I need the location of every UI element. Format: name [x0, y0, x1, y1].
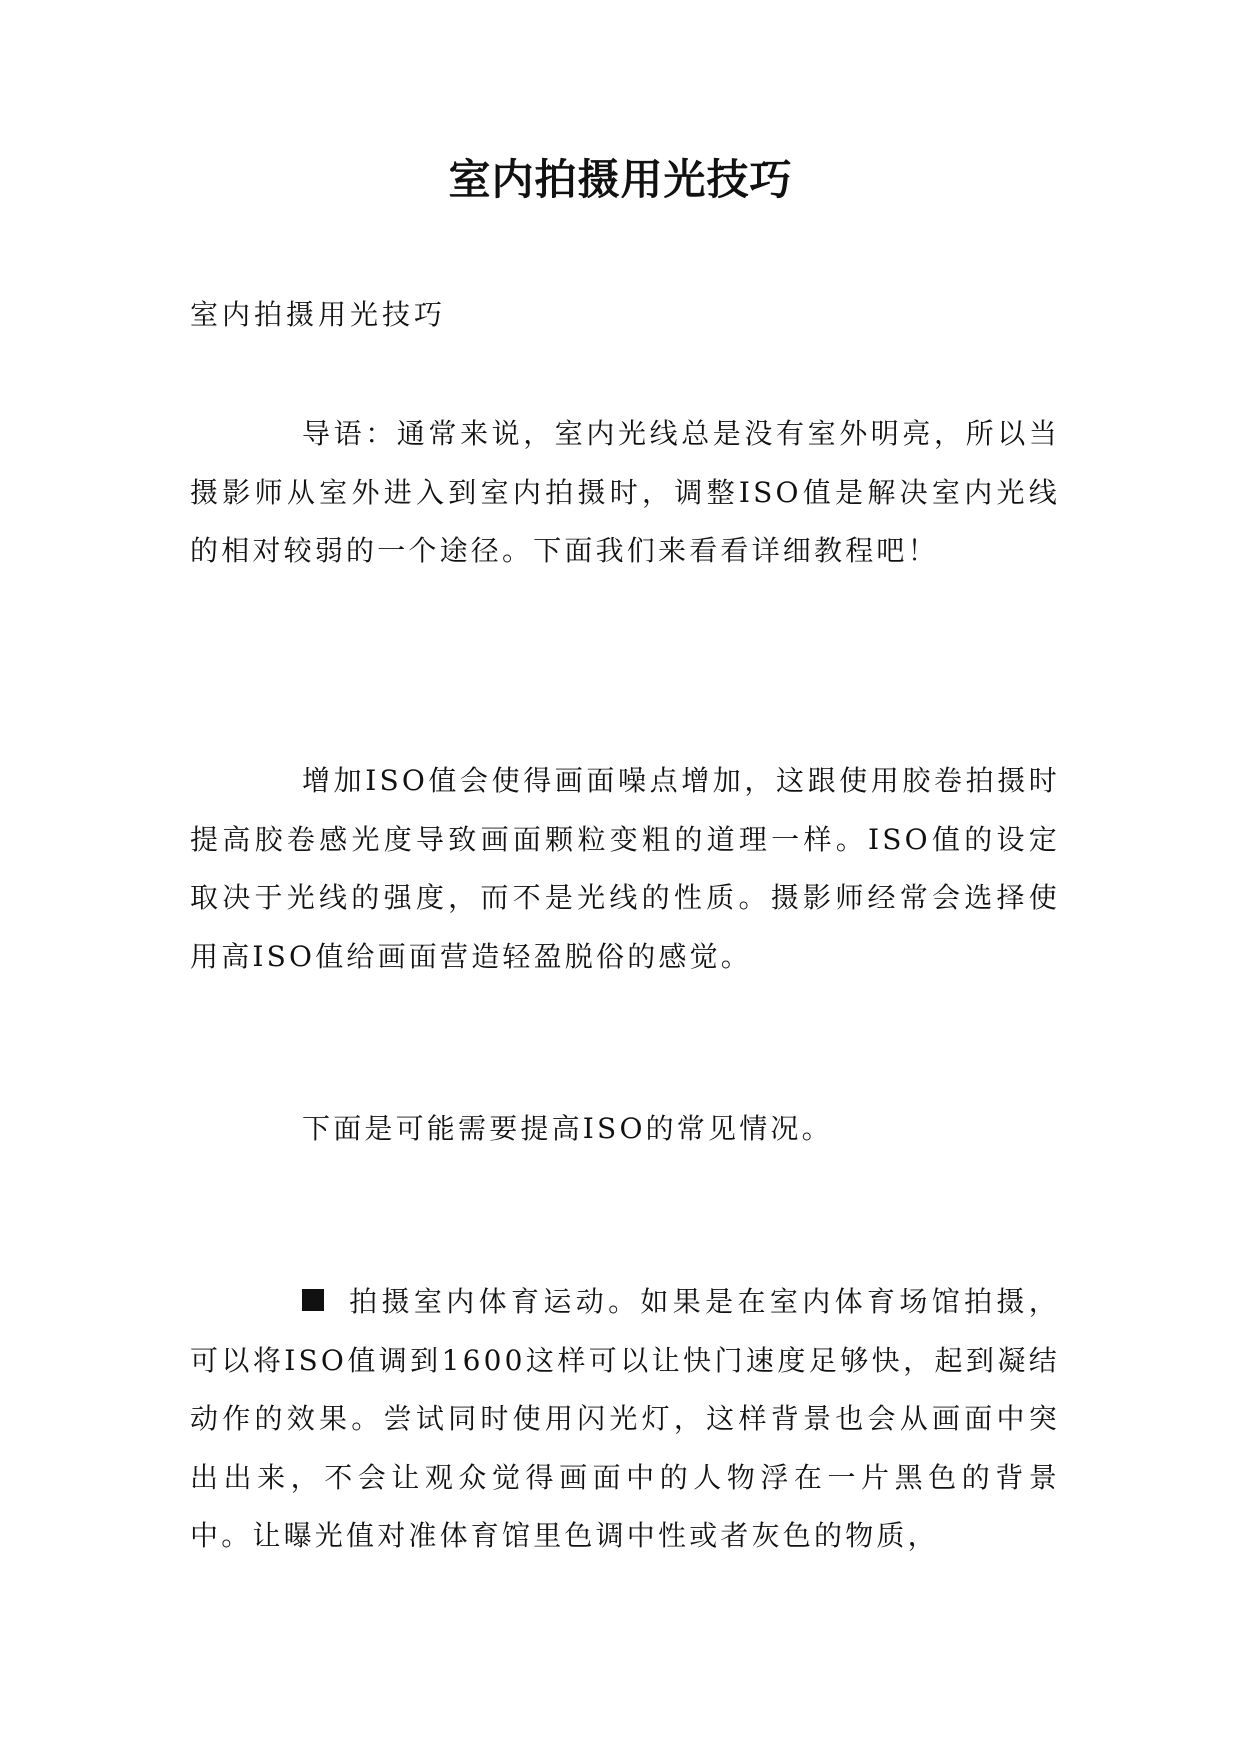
square-bullet-icon	[302, 1289, 324, 1311]
paragraph-indoor-sports	[190, 1273, 1060, 1566]
document-title: 室内拍摄用光技巧	[448, 155, 793, 204]
paragraph-iso-noise: 增加ISO值会使得画面噪点增加，这跟使用胶卷拍摄时提高胶卷感光度导致画面颗粒变粗的道理一样。ISO值的设定取决于光线的强度，而不是光线的性质。摄影师经常会选择使用高ISO值给画面营造轻盈脱俗的感觉。	[190, 764, 1060, 973]
paragraph-intro: 导语：通常来说，室内光线总是没有室外明亮，所以当摄影师从室外进入到室内拍摄时，调整ISO值是解决室内光线的相对较弱的一个途径。下面我们来看看详细教程吧！	[190, 417, 1060, 567]
paragraph-indoor-sports-text: 拍摄室内体育运动。如果是在室内体育场馆拍摄，可以将ISO值调到1600这样可以让快门速度足够快，起到凝结动作的效果。尝试同时使用闪光灯，这样背景也会从画面中突出出来，不会让观众觉得画面中的人物浮在一片黑色的背景中。让曝光值对准体育馆里色调中性或者灰色的物质，	[190, 1285, 1060, 1552]
paragraph-common-cases: 下面是可能需要提高ISO的常见情况。	[302, 1112, 833, 1145]
document-subtitle: 室内拍摄用光技巧	[190, 298, 447, 331]
